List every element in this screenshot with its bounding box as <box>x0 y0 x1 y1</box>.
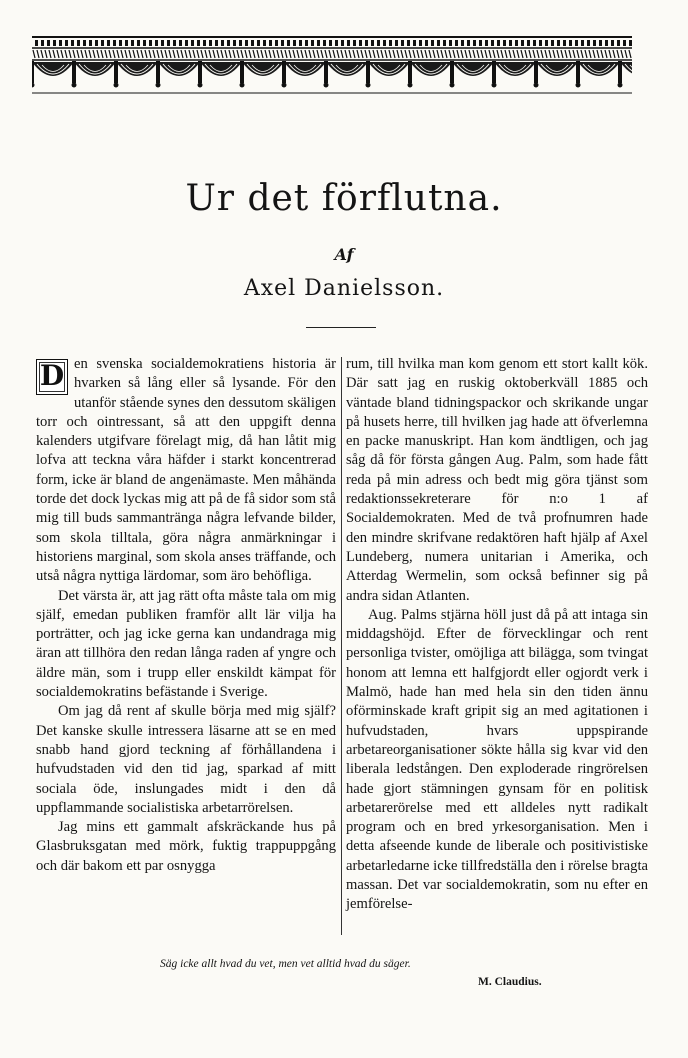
motto-author: M. Claudius. <box>478 976 542 988</box>
decorative-frieze <box>32 36 632 94</box>
byline-af: Af <box>334 245 354 264</box>
paragraph: D en svenska socialdemokratiens historia är hvarken så lång eller så lysande. För den utanför stående synes den dessutom skäligen torr och ointressant, så att den uppgift denna kalenders utgifvare förelagt mig, då han låtit mig lofva att teckna våra häfder i starkt koncentrerad form, icke är bland de angenämaste. Men måhända torde det dock lyckas mig att på de få sidor som stå mig till buds sammantränga några lefvande bilder, som skola tilltala, göra några anmärkningar i historiens marginal, som skola anses träffande, och utså några nyttiga lärdomar, som äro behöfliga. <box>36 356 336 585</box>
title-divider <box>306 327 376 328</box>
paragraph: Om jag då rent af skulle börja med mig själf? Det kanske skulle intressera läsarne att se en med snabb hand gjord teckning af förhållandena i hufvudstaden vid den tid jag, sparkad af mitt sociala öde, inslungades midt i den då uppflammande socialistiska arbetarrörelsen. <box>36 703 336 816</box>
right-column <box>346 355 648 915</box>
left-column <box>36 355 336 876</box>
motto-quote: Säg icke allt hvad du vet, men vet alltid hvad du säger. <box>160 958 411 970</box>
paragraph: rum, till hvilka man kom genom ett stort kallt kök. Där satt jag en ruskig oktoberkväll 1885 och väntade bland tidningspackor och skrikande ungar på husets herre, till hvilken jag hade att öfverlemna en packe manuskript. Han kom ändtligen, och jag såg då för första gången Aug. Palm, som hade fått reda på min adress och bedt mig göra tjänst som redaktionssekreterare för n:o 1 af Socialdemokraten. Med de två profnumren hade den mindre skrifvane redaktören haft hjälp af Axel Lundeberg, numera unitarian i Amerika, och Atterdag Wermelin, som också befinner sig på andra sidan Atlanten. <box>346 356 648 604</box>
paragraph: Det värsta är, att jag rätt ofta måste tala om mig själf, emedan publiken framför allt lär vilja ha porträtter, och jag icke gerna kan undandraga mig äran att tillhöra den redan långa raden af yngre och äldre män, som i trupp eller enskildt kämpat för socialdemokratins befästande i Sverige. <box>36 587 336 701</box>
paragraph: Jag mins ett gammalt afskräckande hus på Glasbruksgatan med mörk, fuktig trappuppgång och där bakom ett par osnygga <box>36 819 336 874</box>
byline-author: Axel Danielsson. <box>243 276 445 301</box>
paragraph: Aug. Palms stjärna höll just då på att intaga sin middagshöjd. Efter de förvecklingar och rent personliga tvister, omöjliga att bilägga, som tvingat honom att lemna ett halfgjordt eller ogjordt verk i Malmö, hade han med hela sin den tiden ännu oförminskade kraft gripit sig an med agitationen i hufvudstaden, hvars uppspirande arbetareorganisationer sökte hålla sig kvar vid den liberala ledstången. Den exploderade ringrörelsen hade gjort stämningen gynsam för en politisk arbetarerörelse med ett alldeles nytt radikalt program och en bred yrkesorganisation. Men i detta afseende kunde de liberale och positivistiske arbetarledarne icke tillfredställa den i rörelse bragta massan. Det var socialdemokratin, som nu efter en jemförelse- <box>346 606 648 913</box>
column-separator <box>341 357 342 935</box>
drop-cap: D <box>36 359 68 395</box>
article-title: Ur det förflutna. <box>185 178 503 219</box>
